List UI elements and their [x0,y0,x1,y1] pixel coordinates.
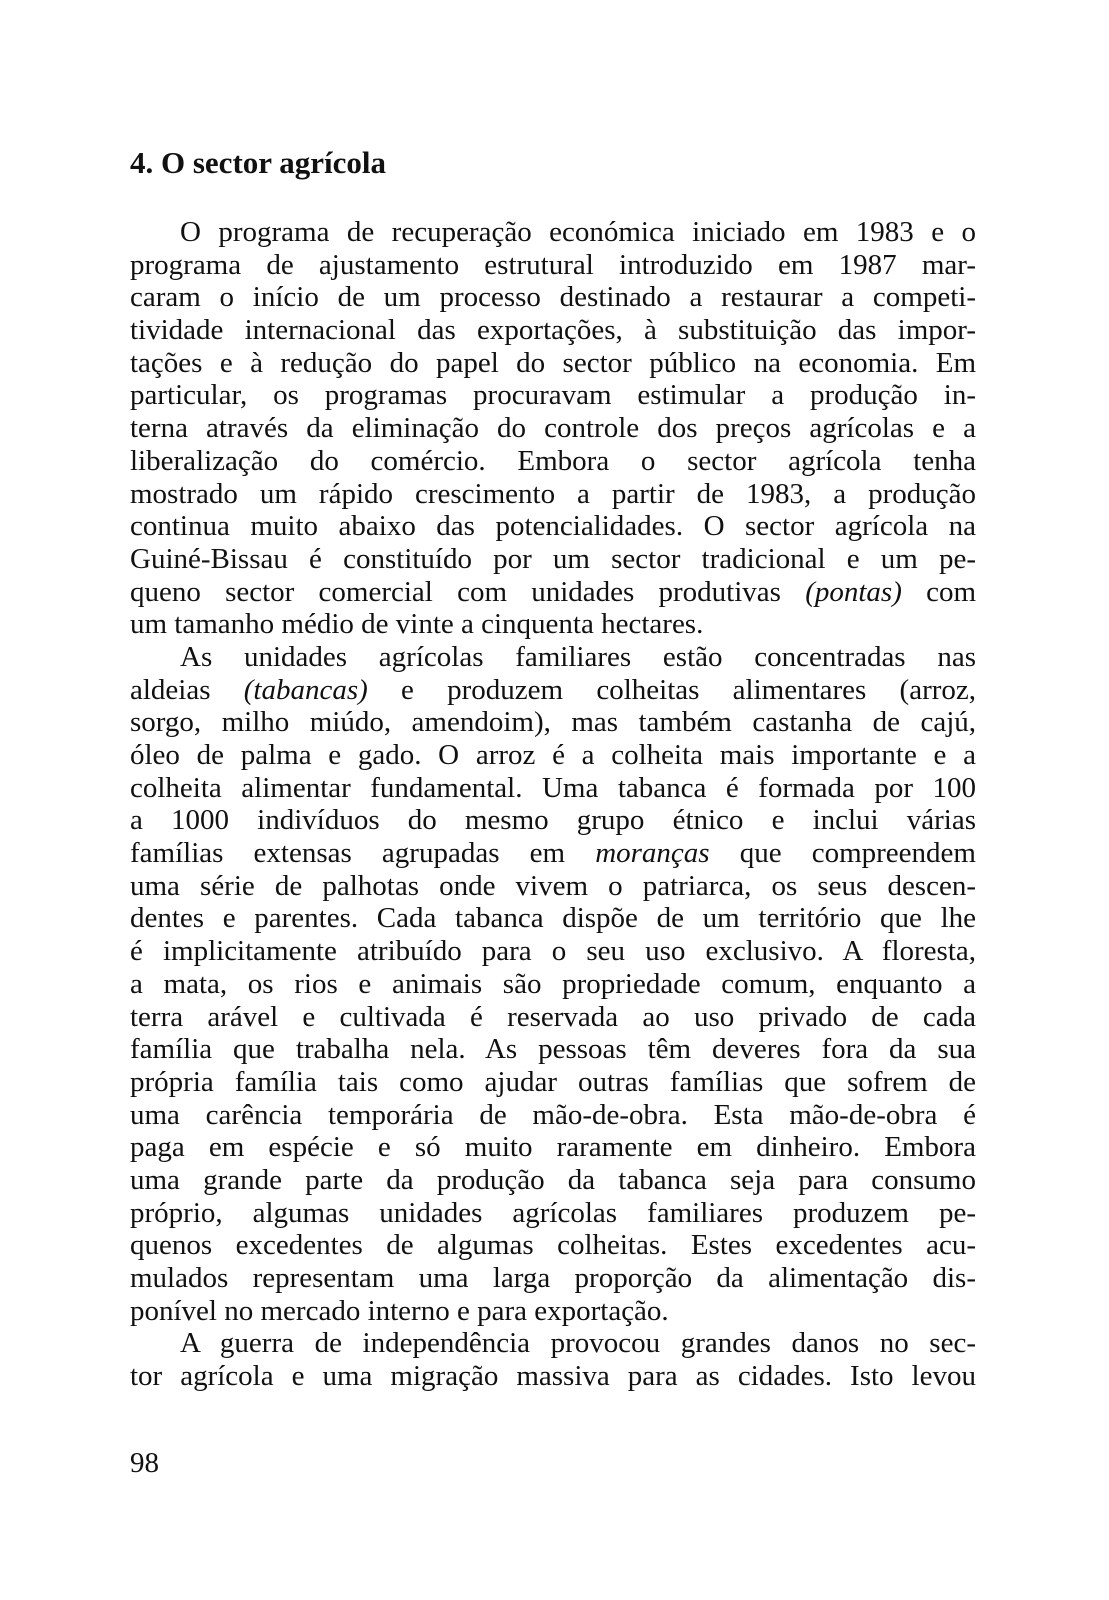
page-number: 98 [130,1447,159,1479]
text-segment: é implicitamente atribuído para o seu uso exclusivo. A floresta, [130,935,976,968]
text-line [130,216,976,249]
text-segment: A guerra de independência provocou grandes danos no sec- [180,1327,976,1360]
text-line [130,1033,976,1066]
text-segment: mostrado um rápido crescimento a partir de 1983, a produção [130,477,976,510]
text-line [130,1295,976,1328]
text-line [130,510,976,543]
text-line [130,478,976,511]
text-line [130,1229,976,1262]
text-segment: mulados representam uma larga proporção da alimentação dis- [130,1262,976,1294]
text-line [130,968,976,1001]
text-segment: uma série de palhotas onde vivem o patriarca, os seus descen- [130,869,976,902]
text-segment: particular, os programas procuravam estimular a produção in- [130,379,976,412]
text-line [130,543,976,576]
text-segment: terna através da eliminação do controle dos preços agrícolas e a [130,412,976,445]
text-segment: continua muito abaixo das potencialidades. O sector agrícola na [130,510,976,543]
text-segment: óleo de palma e gado. O arroz é a colheita mais importante e a [130,739,976,771]
text-segment: tações e à redução do papel do sector público na economia. Em [130,346,976,379]
text-line [130,870,976,903]
text-line [130,1262,976,1295]
text-line [130,706,976,739]
text-segment: caram o início de um processo destinado a restaurar a competi- [130,281,976,314]
text-segment: tor agrícola e uma migração massiva para as cidades. Isto levou [130,1360,976,1393]
text-line [130,1066,976,1099]
text-segment: a 1000 indivíduos do mesmo grupo étnico e inclui várias [130,804,976,837]
text-line [130,1099,976,1132]
text-segment: programa de ajustamento estrutural introduzido em 1987 mar- [130,248,976,281]
text-line [130,314,976,347]
text-segment: paga em espécie e só muito raramente em dinheiro. Embora [130,1131,976,1164]
text-line [130,379,976,412]
text-segment: As unidades agrícolas familiares estão concentradas nas [180,640,976,673]
text-segment: quenos excedentes de algumas colheitas. Estes excedentes acu- [130,1229,976,1262]
text-line [130,1131,976,1164]
text-line [130,674,976,707]
text-line [130,347,976,380]
text-segment: colheita alimentar fundamental. Uma tabanca é formada por 100 [130,771,976,804]
text-segment: que compreendem [709,837,976,870]
text-segment: com [901,575,977,608]
text-segment: família que trabalha nela. As pessoas têm deveres fora da sua [130,1033,976,1066]
text-segment: tividade internacional das exportações, à substituição das impor- [130,314,976,347]
text-line [130,249,976,282]
text-line [130,1197,976,1230]
text-segment: própria família tais como ajudar outras famílias que sofrem de [130,1065,976,1098]
text-line [130,1327,976,1360]
text-segment: a mata, os rios e animais são propriedade comum, enquanto a [130,967,976,1000]
text-line [130,1001,976,1034]
body-text [130,216,976,1393]
text-line [130,412,976,445]
text-line [130,902,976,935]
text-line [130,739,976,772]
text-segment: liberalização do comércio. Embora o sector agrícola tenha [130,444,976,477]
text-segment: terra arável e cultivada é reservada ao uso privado de cada [130,1000,976,1033]
text-line [130,772,976,805]
text-segment: próprio, algumas unidades agrícolas familiares produzem pe- [130,1196,976,1229]
text-segment: uma carência temporária de mão-de-obra. Esta mão-de-obra é [130,1098,976,1131]
text-segment: ponível no mercado interno e para exportação. [130,1294,669,1327]
text-segment: Guiné-Bissau é constituído por um sector tradicional e um pe- [130,542,976,575]
text-segment: famílias extensas agrupadas em [130,837,596,870]
text-segment: dentes e parentes. Cada tabanca dispõe de um território que lhe [130,902,976,935]
italic-term: (tabancas) [243,673,368,706]
text-line [130,804,976,837]
text-segment: um tamanho médio de vinte a cinquenta hectares. [130,608,704,641]
text-line [130,1164,976,1197]
text-segment: e produzem colheitas alimentares (arroz, [367,673,977,706]
text-segment: aldeias [130,673,244,706]
text-line [130,576,976,609]
text-line [130,935,976,968]
text-line [130,1360,976,1393]
text-segment: uma grande parte da produção da tabanca seja para consumo [130,1163,976,1196]
text-segment: queno sector comercial com unidades produtivas [130,575,806,608]
section-heading: 4. O sector agrícola [130,145,386,180]
italic-term: moranças [595,837,710,870]
text-segment: sorgo, milho miúdo, amendoim), mas também castanha de cajú, [130,706,976,739]
italic-term: (pontas) [805,575,902,608]
text-line [130,641,976,674]
text-line [130,608,976,641]
text-line [130,837,976,870]
text-line [130,445,976,478]
text-segment: O programa de recuperação económica iniciado em 1983 e o [180,216,976,248]
text-line [130,281,976,314]
